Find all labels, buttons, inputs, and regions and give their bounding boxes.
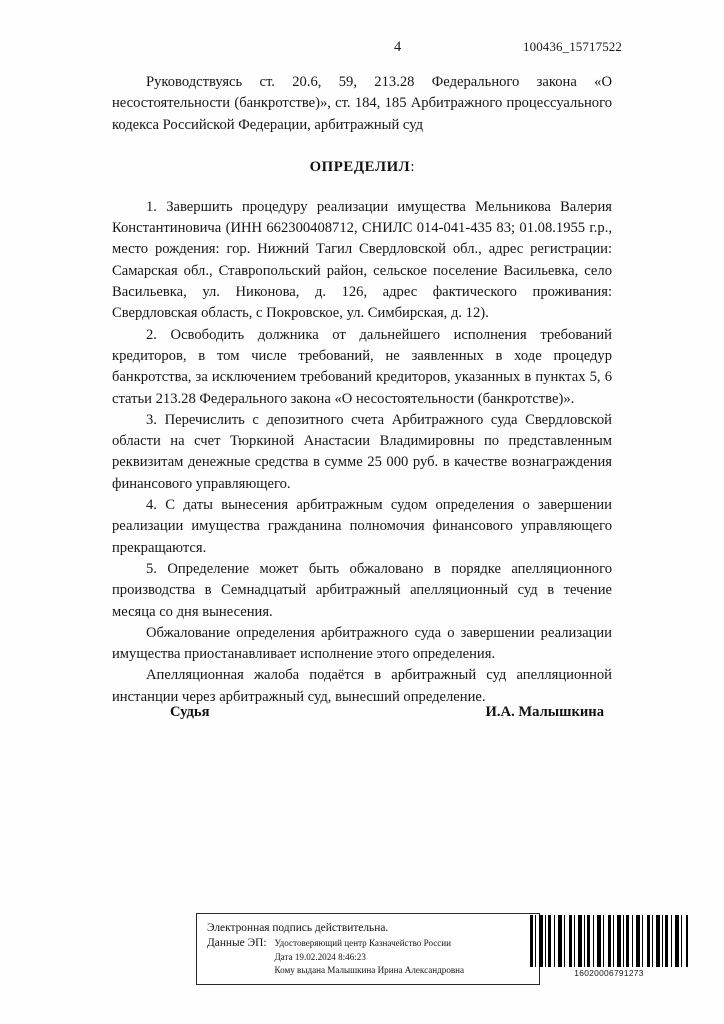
barcode-number: 16020006791273 xyxy=(574,968,644,978)
barcode xyxy=(530,913,692,985)
signature-role: Судья xyxy=(170,704,210,720)
stamp-details xyxy=(207,937,539,978)
stamp-issued-to: Кому выдана Малышкина Ирина Александровна xyxy=(274,965,465,976)
stamp-label: Данные ЭП: xyxy=(207,937,267,949)
page-number: 4 xyxy=(394,39,402,55)
ruling-heading-colon: : xyxy=(410,158,415,175)
page-header xyxy=(112,38,622,56)
stamp-authority: Удостоверяющий центр Казначейство России xyxy=(274,938,452,948)
stamp-content xyxy=(197,914,539,978)
ruling-heading xyxy=(112,136,612,197)
ruling-item-1: 1. Завершить процедуру реализации имущества Мельникова Валерия Константиновича (ИНН 662300408712, СНИЛС 014-041-435 83; 01.08.1955 г.р., место рождения: гор. Нижний Тагил Свердловской обл., адрес регистрации: Самарская обл., Ставропольский район, сельское поселение Васильевка, село Васильевка, ул. Никонова, д. 126, адрес фактического проживания: Свердловская область, с Покровское, ул. Симбирская, д. 12). xyxy=(112,198,612,322)
stamp-title: Электронная подпись действительна. xyxy=(207,922,389,934)
closing-paragraph-2: Апелляционная жалоба подаётся в арбитражный суд апелляционной инстанции через арбитражный суд, вынесший определение. xyxy=(112,667,612,705)
barcode-bars xyxy=(530,915,688,967)
ruling-item-5: 5. Определение может быть обжаловано в порядке апелляционного производства в Семнадцатый арбитражный апелляционный суд в течение месяца со дня вынесения. xyxy=(112,560,612,620)
ruling-heading-text: ОПРЕДЕЛИЛ xyxy=(309,158,411,175)
stamp-date: Дата 19.02.2024 8:46:23 xyxy=(274,951,366,962)
ruling-item-2: 2. Освободить должника от дальнейшего исполнения требований кредиторов, в том числе требований, не заявленных в ходе процедур банкротства, за исключением требований кредиторов, указанных в пунктах 5, 6 статьи 213.28 Федерального закона «О несостоятельности (банкротстве)». xyxy=(112,326,612,407)
ruling-item-3: 3. Перечислить с депозитного счета Арбитражного суда Свердловской области на счет Тюркиной Анастасии Владимировны по представленным реквизитам денежные средства в сумме 25 000 руб. в качестве вознаграждения финансового управляющего. xyxy=(112,411,612,492)
stamp-field-list xyxy=(274,937,464,978)
document-id: 100436_15717522 xyxy=(523,39,622,54)
ruling-item-4: 4. С даты вынесения арбитражным судом определения о завершении реализации имущества гражданина полномочия финансового управляющего прекращаются. xyxy=(112,497,612,556)
closing-paragraph-1: Обжалование определения арбитражного суда о завершении реализации имущества приостанавливает исполнение этого определения. xyxy=(112,624,612,663)
document-body xyxy=(112,72,612,708)
signature-block xyxy=(112,702,612,722)
signature-name: И.А. Малышкина xyxy=(485,704,604,720)
electronic-signature-stamp xyxy=(196,913,540,985)
intro-paragraph: Руководствуясь ст. 20.6, 59, 213.28 Федерального закона «О несостоятельности (банкротстве)», ст. 184, 185 Арбитражного процессуального кодекса Российской Федерации, арбитражный суд xyxy=(112,74,612,133)
